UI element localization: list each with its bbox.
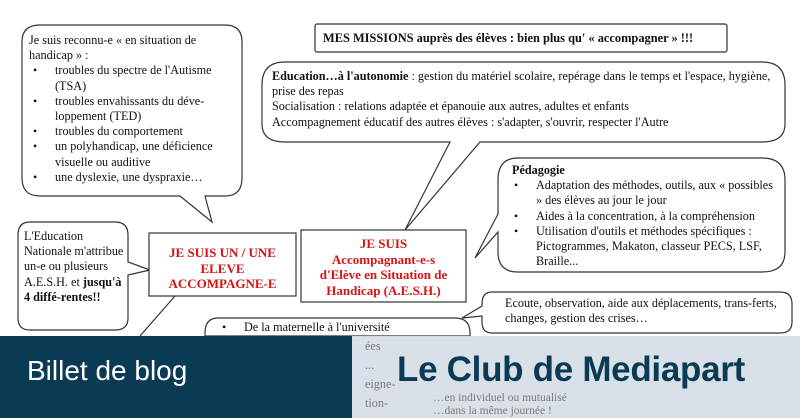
pedagogie-title: Pédagogie — [512, 163, 565, 177]
education-line-3: Accompagnement éducatif des autres élèves : s'adapter, s'ouvrir, respecter l'Autre — [272, 114, 669, 129]
partial-bottom-line: …en individuel ou mutualisé — [433, 392, 567, 404]
partial-left-line: ées — [365, 339, 381, 353]
handicap-list — [29, 63, 239, 185]
partial-left-line: ... — [365, 358, 375, 372]
education-line-2: Socialisation : relations adaptée et épanouie aux autres, adultes et enfants — [272, 99, 630, 114]
aesh-line: d'Elève en Situation de — [319, 267, 448, 282]
aesh-label — [303, 236, 464, 298]
partial-left-line: tion- — [365, 396, 389, 410]
partial-bottom-line: …dans la même journée ! — [433, 405, 552, 417]
education-nationale-bold: jusqu'à 4 diffé-rentes!! — [24, 274, 122, 304]
education-text — [272, 69, 772, 130]
education-desc: : gestion du matériel scolaire, repérage dans le temps et l'espace, hygiène, prise des repas — [272, 69, 771, 99]
partial-bottom-text — [433, 392, 633, 418]
education-nationale-desc: L'Education Nationale m'attribue un-e ou plusieurs A.E.S.H. et — [24, 229, 124, 289]
eleve-line: ACCOMPAGNE-E — [168, 276, 277, 291]
blog-post-label: Billet de blog — [27, 355, 188, 386]
aesh-line: Accompagnant-e-s — [331, 251, 436, 267]
aesh-line: JE SUIS — [359, 236, 408, 251]
missions-title: MES MISSIONS auprès des élèves : bien plus qu' « accompagner » !!! — [323, 31, 694, 45]
list-item: • Aides à la concentration, à la compréhension — [536, 209, 775, 224]
list-item: • troubles du comportement — [55, 124, 239, 139]
pedagogie-list — [510, 178, 775, 269]
pedagogie-text — [510, 163, 775, 269]
list-item: • une dyslexie, une dyspraxie… — [55, 170, 239, 185]
club-mediapart-logo[interactable]: Le Club de Mediapart — [397, 350, 745, 389]
ecoute-text: Ecoute, observation, aide aux déplacements, trans-ferts, changes, gestion des crises… — [505, 296, 777, 326]
maternelle-text — [218, 320, 463, 335]
handicap-intro: Je suis reconnu-e « en situation de handicap » : — [29, 33, 197, 63]
aesh-line: Handicap (A.E.S.H.) — [326, 282, 441, 298]
list-item: • Utilisation d'outils et méthodes spécifiques : Pictogrammes, Makaton, classeur PECS, LSF, Braille... — [536, 224, 775, 270]
list-item: • un polyhandicap, une déficience visuelle ou auditive — [55, 139, 239, 169]
maternelle-list — [218, 320, 463, 335]
list-item: • Adaptation des méthodes, outils, aux « possibles » des élèves au jour le jour — [536, 178, 775, 208]
education-head: Education…à l'autonomie — [272, 69, 409, 83]
handicap-text — [29, 33, 239, 185]
eleve-line: JE SUIS UN / UNE — [169, 245, 276, 260]
list-item: • troubles du spectre de l'Autisme (TSA) — [55, 63, 239, 93]
list-item: • troubles envahissants du déve-loppement (TED) — [55, 94, 239, 124]
education-line-1 — [272, 69, 772, 99]
eleve-label — [152, 245, 293, 292]
education-nationale-text — [24, 229, 124, 305]
list-item: • De la maternelle à l'université — [244, 320, 463, 335]
eleve-line: ELEVE — [200, 260, 245, 276]
partial-left-line: eigne- — [365, 377, 396, 391]
